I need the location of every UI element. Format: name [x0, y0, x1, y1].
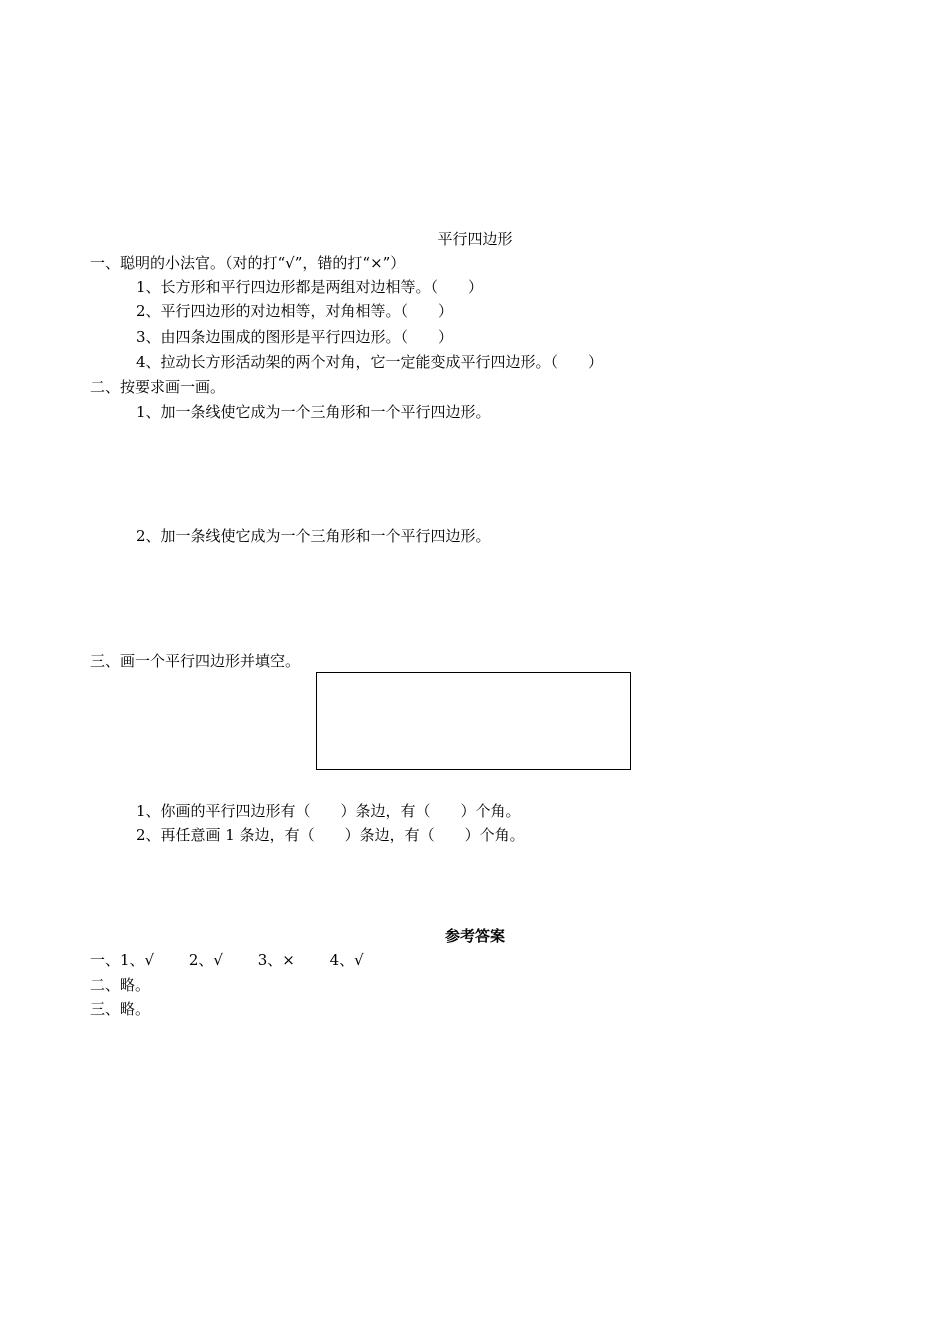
answer-line-3: 三、略。: [90, 1000, 151, 1018]
answers-title: 参考答案: [444, 927, 505, 945]
drawing-box: [316, 672, 631, 770]
section1-heading: 一、聪明的小法官。（对的打“√”，错的打“×”）: [90, 254, 406, 272]
answer-line-1: 一、1、√ 2、√ 3、× 4、√: [90, 951, 364, 969]
page-title: 平行四边形: [437, 230, 513, 248]
section3-item-1: 1、你画的平行四边形有（ ）条边，有（ ）个角。: [136, 802, 521, 820]
section1-item-3: 3、由四条边围成的图形是平行四边形。（ ）: [136, 328, 454, 346]
section1-item-4: 4、拉动长方形活动架的两个对角，它一定能变成平行四边形。（ ）: [136, 353, 604, 371]
section3-item-2: 2、再任意画 1 条边，有（ ）条边，有（ ）个角。: [136, 826, 525, 844]
section3-heading: 三、画一个平行四边形并填空。: [90, 652, 301, 670]
answer-line-2: 二、略。: [90, 976, 151, 994]
section2-item-2: 2、加一条线使它成为一个三角形和一个平行四边形。: [136, 527, 491, 545]
section2-item-1: 1、加一条线使它成为一个三角形和一个平行四边形。: [136, 403, 491, 421]
section2-heading: 二、按要求画一画。: [90, 378, 226, 396]
section1-item-1: 1、长方形和平行四边形都是两组对边相等。（ ）: [136, 278, 484, 296]
section1-item-2: 2、平行四边形的对边相等，对角相等。（ ）: [136, 302, 454, 320]
